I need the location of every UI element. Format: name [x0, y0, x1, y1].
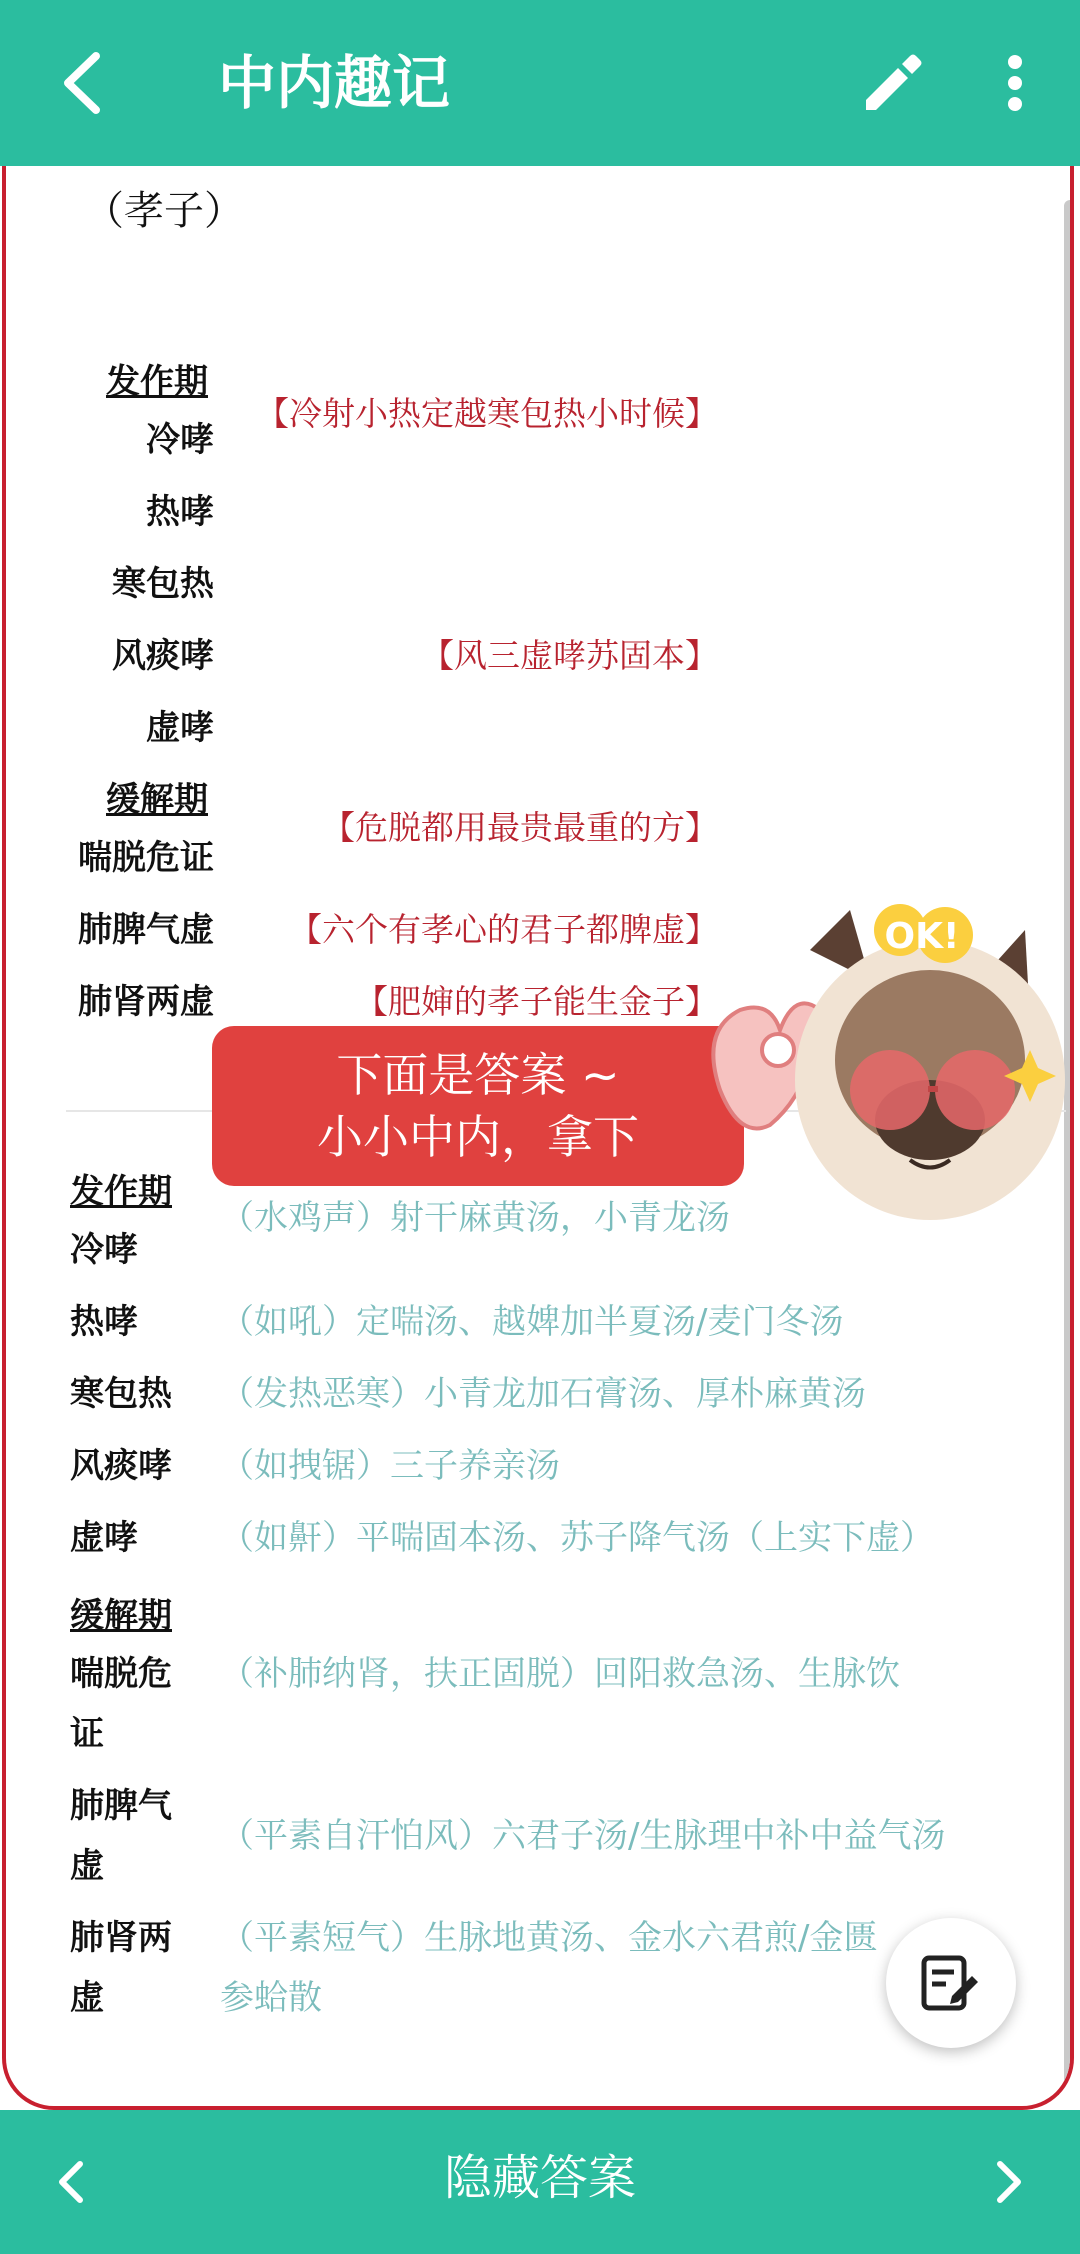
mnemonic-hint: 【肥婶的孝子能生金子】 [355, 982, 718, 1021]
answer-label: 证 [70, 1714, 104, 1754]
answer-text: （平素短气）生脉地黄汤、金水六君煎/金匮 [220, 1918, 878, 1958]
banner-line-2: 小小中内，拿下 [317, 1110, 639, 1164]
answer-text: （发热恶寒）小青龙加石膏汤、厚朴麻黄汤 [220, 1374, 866, 1414]
answer-label: 喘脱危 [70, 1654, 172, 1694]
mnemonic-hint: 【六个有孝心的君子都脾虚】 [289, 910, 718, 949]
mnemonic-title: （孝子） [84, 188, 244, 234]
answer-text: （如吼）定喘汤、越婢加半夏汤/麦门冬汤 [220, 1302, 844, 1342]
more-vert-icon[interactable] [995, 52, 1035, 118]
cat-ok-sticker [700, 890, 1080, 1240]
mnemonic-label: 冷哮 [146, 420, 214, 460]
chevron-right-icon[interactable] [994, 2158, 1024, 2206]
answer-label: 肺肾两 [70, 1918, 172, 1958]
answer-text: （补肺纳肾，扶正固脱）回阳救急汤、生脉饮 [220, 1654, 900, 1694]
mnemonic-hint: 【危脱都用最贵最重的方】 [322, 808, 718, 847]
bottom-nav-bar [0, 2110, 1080, 2254]
answer-label: 寒包热 [70, 1374, 172, 1414]
app-bar [0, 0, 1080, 166]
edit-note-button[interactable] [886, 1918, 1016, 2048]
remission-period-header: 缓解期 [106, 780, 208, 820]
mnemonic-label: 肺脾气虚 [78, 910, 214, 950]
pencil-icon[interactable] [858, 50, 924, 116]
ok-badge [874, 904, 973, 963]
answer-text: （水鸡声）射干麻黄汤，小青龙汤 [220, 1198, 730, 1238]
answer-text: 参蛤散 [220, 1978, 322, 2018]
edit-note-icon [920, 1952, 982, 2014]
hide-answer-button[interactable]: 隐藏答案 [443, 2150, 636, 2206]
mnemonic-label: 寒包热 [112, 564, 214, 604]
answer-text: （平素自汗怕风）六君子汤/生脉理中补中益气汤 [220, 1816, 946, 1856]
svg-text:OK!: OK! [884, 916, 960, 957]
answer-banner [212, 1026, 744, 1186]
answer-label: 虚 [70, 1978, 104, 2018]
mnemonic-label: 虚哮 [146, 708, 214, 748]
mnemonic-hint: 【冷射小热定越寒包热小时候】 [256, 394, 718, 433]
banner-line-1: 下面是答案 ~ [336, 1048, 620, 1102]
mnemonic-hint: 【风三虚哮苏固本】 [421, 636, 718, 675]
mnemonic-label: 热哮 [146, 492, 214, 532]
attack-period-header: 发作期 [106, 362, 208, 402]
answer-label: 肺脾气 [70, 1786, 172, 1826]
answer-label: 虚 [70, 1846, 104, 1886]
answer-text: （如鼾）平喘固本汤、苏子降气汤（上实下虚） [220, 1518, 934, 1558]
mnemonic-label: 肺肾两虚 [78, 982, 214, 1022]
mnemonic-label: 喘脱危证 [78, 838, 214, 878]
back-arrow-icon[interactable] [60, 50, 104, 116]
answer-text: （如拽锯）三子养亲汤 [220, 1446, 560, 1486]
page-title: 中内趣记 [218, 49, 451, 117]
mnemonic-label: 风痰哮 [112, 636, 214, 676]
answer-attack-header: 发作期 [70, 1172, 172, 1212]
answer-label: 冷哮 [70, 1230, 138, 1270]
answer-label: 热哮 [70, 1302, 138, 1342]
answer-label: 风痰哮 [70, 1446, 172, 1486]
answer-remission-header: 缓解期 [70, 1596, 172, 1636]
answer-label: 虚哮 [70, 1518, 138, 1558]
